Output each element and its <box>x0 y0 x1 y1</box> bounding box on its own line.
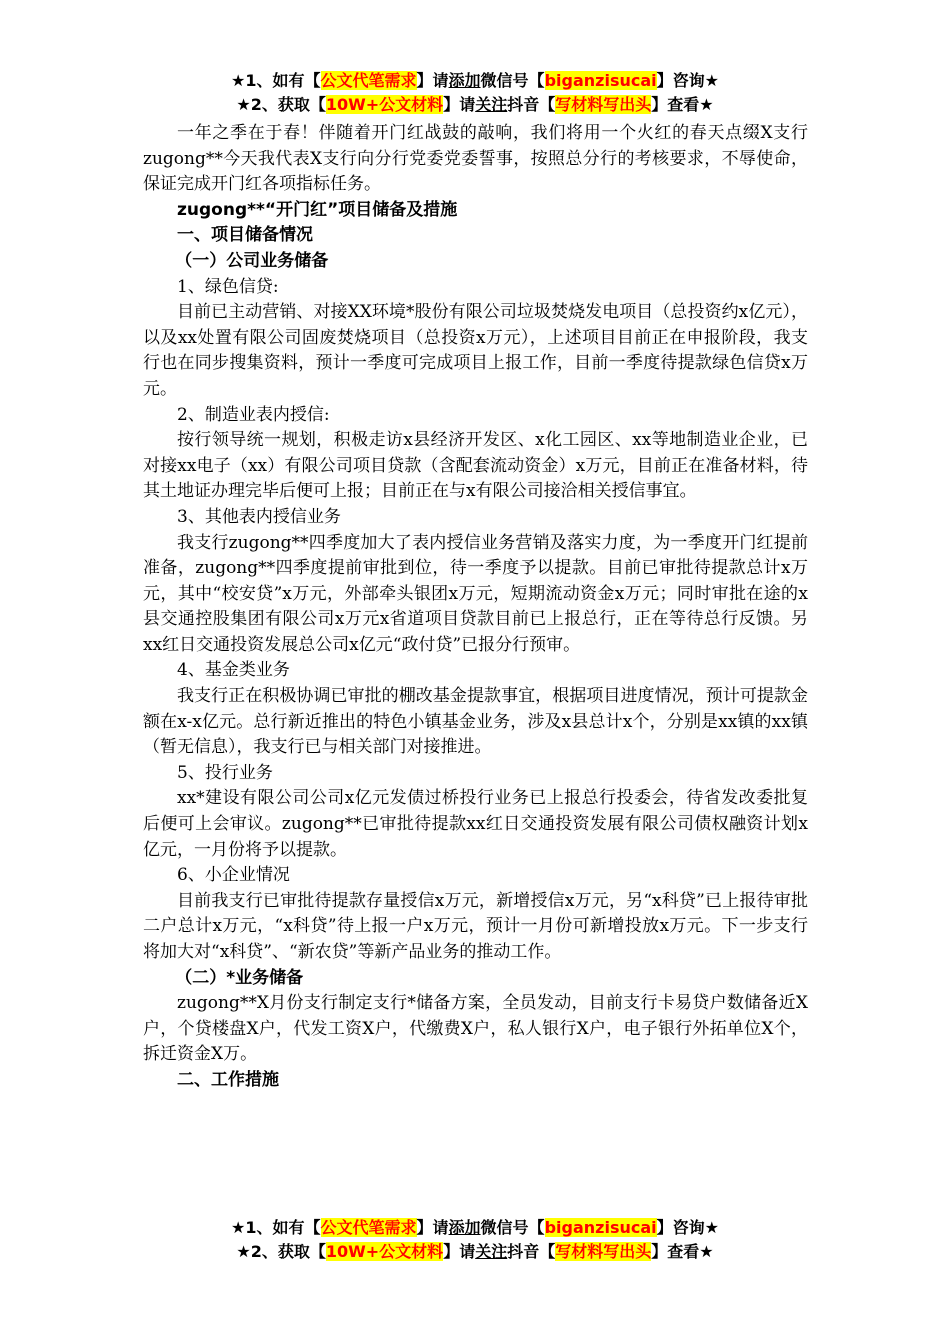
banner-underlined: 关注 <box>475 95 508 114</box>
heading-1: 一、项目储备情况 <box>177 225 313 246</box>
item-heading: 2、制造业表内授信: <box>177 404 330 425</box>
promo-banner-line-2 <box>0 93 950 117</box>
body-paragraph: 按行领导统一规划，积极走访x县经济开发区、x化工园区、xx等地制造业企业，已对接xx电子（xx）有限公司项目贷款（含配套流动资金）x万元，目前正在准备材料，待其土地证办理完毕后便可上报；目前正在与x有限公司接洽相关授信事宜。 <box>143 430 808 502</box>
item-heading: 3、其他表内授信业务 <box>177 506 341 527</box>
banner-text: 抖音【 <box>507 1242 556 1261</box>
body-paragraph: 目前已主动营销、对接XX环境*股份有限公司垃圾焚烧发电项目（总投资约x亿元），以及xx处置有限公司固废焚烧项目（总投资x万元），上述项目目前正在申报阶段，我支行也在同步搜集资料，预计一季度可完成项目上报工作，目前一季度待提款绿色信贷x万元。 <box>143 302 808 399</box>
banner-text: 】咨询★ <box>656 71 719 90</box>
highlight-materials: 10W+公文材料 <box>325 95 444 114</box>
body-paragraph: xx*建设有限公司公司x亿元发债过桥投行业务已上报总行投委会，待省发改委批复后便可上会审议。zugong**已审批待提款xx红日交通投资发展有限公司债权融资计划x亿元，一月份将予以提款。 <box>143 788 808 860</box>
banner-text: ★1、如有【 <box>231 71 321 90</box>
promo-banner-line-1 <box>0 69 950 93</box>
document-body <box>143 121 808 1094</box>
body-paragraph: 我支行zugong**四季度加大了表内授信业务营销及落实力度，为一季度开门红提前准备，zugong**四季度提前审批到位，待一季度予以提款。目前已审批待提款总计x万元，其中“校安贷”x万元，外部牵头银团x万元，短期流动资金x万元；同时审批在途的x县交通控股集团有限公司x万元x省道项目贷款目前已上报总行，正在等待总行反馈。另xx红日交通投资发展总公司x亿元“政付贷”已报分行预审。 <box>143 532 808 655</box>
banner-text: 微信号【 <box>480 71 545 90</box>
banner-text: 抖音【 <box>507 95 556 114</box>
banner-text: 】请 <box>443 1242 476 1261</box>
banner-text: 微信号【 <box>480 1218 545 1237</box>
body-paragraph: 我支行正在积极协调已审批的棚改基金提款事宜，根据项目进度情况，预计可提款金额在x-x亿元。总行新近推出的特色小镇基金业务，涉及x县总计x个，分别是xx镇的xx镇（暂无信息），我支行已与相关部门对接推进。 <box>143 686 808 758</box>
banner-text: 】咨询★ <box>656 1218 719 1237</box>
promo-banner-line-2-bottom <box>0 1240 950 1264</box>
highlight-douyin: 写材料写出头 <box>555 1242 652 1261</box>
banner-text: 】查看★ <box>651 1242 714 1261</box>
section-title: zugong**“开门红”项目储备及措施 <box>177 199 458 220</box>
highlight-douyin: 写材料写出头 <box>555 95 652 114</box>
banner-text: ★2、获取【 <box>236 1242 326 1261</box>
item-heading: 1、绿色信贷: <box>177 276 279 297</box>
body-paragraph: zugong**X月份支行制定支行*储备方案，全员发动，目前支行卡易贷户数储备近X户，个贷楼盘X户，代发工资X户，代缴费X户，私人银行X户，电子银行外拓单位X个，拆迁资金X万。 <box>143 993 808 1065</box>
highlight-wechat-id: biganzisucai <box>544 71 657 90</box>
intro-paragraph: 一年之季在于春！伴随着开门红战鼓的敲响，我们将用一个火红的春天点缀X支行zugong**今天我代表X支行向分行党委党委誓事，按照总分行的考核要求，不辱使命，保证完成开门红各项指标任务。 <box>143 123 808 195</box>
heading-1: 二、工作措施 <box>177 1069 279 1090</box>
item-heading: 6、小企业情况 <box>177 865 290 886</box>
banner-underlined: 关注 <box>475 1242 508 1261</box>
highlight-service: 公文代笔需求 <box>320 1218 417 1237</box>
banner-underlined: 添加 <box>448 1218 481 1237</box>
highlight-service: 公文代笔需求 <box>320 71 417 90</box>
heading-2: （二）*业务储备 <box>175 967 304 988</box>
item-heading: 5、投行业务 <box>177 762 273 783</box>
banner-text: 】请 <box>443 95 476 114</box>
banner-text: ★2、获取【 <box>236 95 326 114</box>
promo-banner-line-1-bottom <box>0 1216 950 1240</box>
body-paragraph: 目前我支行已审批待提款存量授信x万元，新增授信x万元，另“x科贷”已上报待审批二户总计x万元，“x科贷”待上报一户x万元，预计一月份可新增投放x万元。下一步支行将加大对“x科贷”、“新农贷”等新产品业务的推动工作。 <box>143 890 808 962</box>
item-heading: 4、基金类业务 <box>177 660 290 681</box>
banner-text: 】请 <box>416 71 449 90</box>
highlight-materials: 10W+公文材料 <box>325 1242 444 1261</box>
banner-underlined: 添加 <box>448 71 481 90</box>
banner-text: ★1、如有【 <box>231 1218 321 1237</box>
banner-text: 】请 <box>416 1218 449 1237</box>
heading-2: （一）公司业务储备 <box>175 250 329 271</box>
banner-text: 】查看★ <box>651 95 714 114</box>
highlight-wechat-id: biganzisucai <box>544 1218 657 1237</box>
